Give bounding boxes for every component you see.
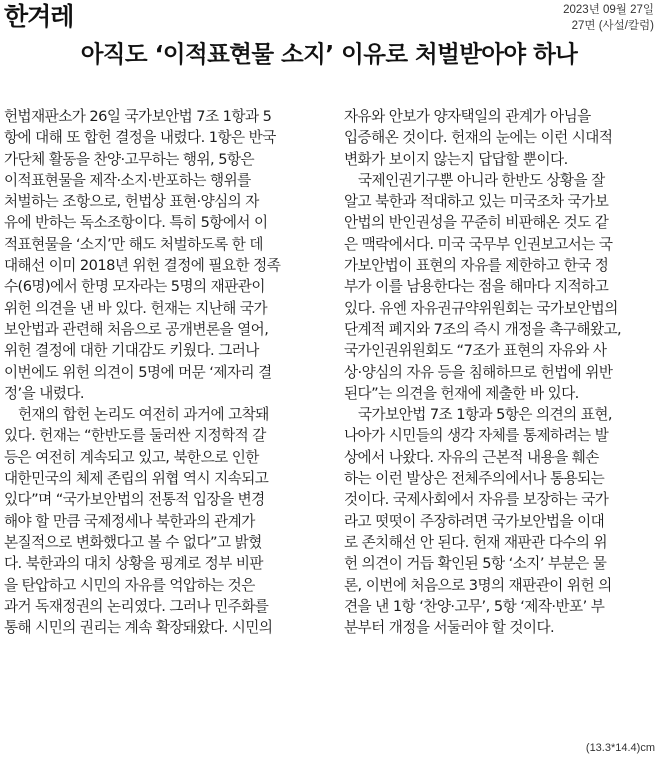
publication-date: 2023년 09월 27일 bbox=[563, 4, 654, 16]
text-line: 이번에도 위헌 의견이 5명에 머문 ‘제자리 결 bbox=[4, 363, 272, 381]
text-line: 상·양심의 자유 등을 침해하므로 헌법에 위반 bbox=[344, 363, 613, 381]
text-line: 있다. 유엔 자유권규약위원회는 국가보안법의 bbox=[344, 299, 618, 317]
text-line: 있다”며 “국가보안법의 전통적 입장을 변경 bbox=[4, 491, 265, 509]
text-line: 처벌하는 조항으로, 헌법상 표현·양심의 자 bbox=[4, 193, 259, 211]
paragraph-start-line: 국제인권기구뿐 아니라 한반도 상황을 잘 bbox=[358, 171, 605, 189]
text-line: 통해 시민의 권리는 계속 확장돼왔다. 시민의 bbox=[4, 619, 273, 637]
text-line: 을 탄압하고 시민의 자유를 억압하는 것은 bbox=[4, 576, 255, 594]
text-line: 다. 북한과의 대치 상황을 핑계로 정부 비판 bbox=[4, 555, 263, 573]
article-headline: 아직도 ‘이적표현물 소지’ 이유로 처벌받아야 하나 bbox=[80, 40, 578, 68]
text-line: 등은 여전히 계속되고 있고, 북한으로 인한 bbox=[4, 448, 259, 466]
text-line: 상에서 나왔다. 자유의 근본적 내용을 훼손 bbox=[344, 448, 599, 466]
text-line: 항에 대해 또 합헌 결정을 내렸다. 1항은 반국 bbox=[4, 129, 276, 147]
paragraph-start-line: 국가보안법 7조 1항과 5항은 의견의 표현, bbox=[358, 406, 612, 424]
text-line: 안법의 반인권성을 꾸준히 비판해온 것도 같 bbox=[344, 214, 609, 232]
text-line: 정’을 내렸다. bbox=[4, 384, 85, 402]
text-line: 위헌 결정에 대한 기대감도 키웠다. 그러나 bbox=[4, 342, 259, 360]
text-line: 단계적 폐지와 7조의 즉시 개정을 촉구해왔고, bbox=[344, 320, 622, 338]
text-line: 변화가 보이지 않는지 답답할 뿐이다. bbox=[344, 150, 568, 168]
text-line: 헌 의견이 거듭 확인된 5항 ‘소지’ 부분은 물 bbox=[344, 555, 607, 573]
text-line: 가단체 활동을 찬양·고무하는 행위, 5항은 bbox=[4, 150, 255, 168]
article-column-left bbox=[4, 106, 324, 638]
text-line: 부가 이를 남용한다는 점을 해마다 지적하고 bbox=[344, 278, 609, 296]
text-line: 있다. 헌재는 “한반도를 둘러싼 지정학적 갈 bbox=[4, 427, 266, 445]
text-line: 대해선 이미 2018년 위헌 결정에 필요한 정족 bbox=[4, 257, 281, 275]
publication-meta bbox=[563, 2, 654, 34]
text-line: 대한민국의 체제 존립의 위협 역시 지속되고 bbox=[4, 470, 269, 488]
newspaper-masthead: 한겨레 bbox=[4, 2, 74, 31]
text-line: 견을 낸 1항 ‘찬양·고무’, 5항 ‘제작·반포’ 부 bbox=[344, 597, 605, 615]
text-line: 분부터 개정을 서둘러야 할 것이다. bbox=[344, 619, 555, 637]
text-line: 은 맥락에서다. 미국 국무부 인권보고서는 국 bbox=[344, 235, 613, 253]
text-line: 이적표현물을 제작·소지·반포하는 행위를 bbox=[4, 171, 251, 189]
text-line: 로 존치해선 안 된다. 헌재 재판관 다수의 위 bbox=[344, 533, 608, 551]
text-line: 적표현물을 ‘소지’만 해도 처벌하도록 한 데 bbox=[4, 235, 263, 253]
text-line: 론, 이번에 처음으로 3명의 재판관이 위헌 의 bbox=[344, 576, 612, 594]
text-line: 입증해온 것이다. 헌재의 눈에는 이런 시대적 bbox=[344, 129, 613, 147]
text-line: 보안법과 관련해 처음으로 공개변론을 열어, bbox=[4, 320, 269, 338]
text-line: 국가인권위원회도 “7조가 표현의 자유와 사 bbox=[344, 342, 607, 360]
text-line: 가보안법이 표현의 자유를 제한하고 한국 정 bbox=[344, 257, 609, 275]
clipping-size-note: (13.3*14.4)cm bbox=[585, 742, 655, 754]
text-line: 알고 북한과 적대하고 있는 미국조차 국가보 bbox=[344, 193, 609, 211]
paragraph-start-line: 헌재의 합헌 논리도 여전히 과거에 고착돼 bbox=[18, 406, 269, 424]
text-line: 자유와 안보가 양자택일의 관계가 아님을 bbox=[344, 108, 591, 125]
text-line: 하는 이런 발상은 전체주의에서나 통용되는 bbox=[344, 470, 605, 488]
text-line: 위헌 의견을 낸 바 있다. 헌재는 지난해 국가 bbox=[4, 299, 268, 317]
text-line: 나아가 시민들의 생각 자체를 통제하려는 발 bbox=[344, 427, 609, 445]
article-column-right bbox=[344, 106, 656, 638]
text-line: 헌법재판소가 26일 국가보안법 7조 1항과 5 bbox=[4, 108, 272, 125]
text-line: 해야 할 만큼 국제정세나 북한과의 관계가 bbox=[4, 512, 255, 530]
text-line: 것이다. 국제사회에서 자유를 보장하는 국가 bbox=[344, 491, 609, 509]
text-line: 본질적으로 변화했다고 볼 수 없다”고 밝혔 bbox=[4, 533, 262, 551]
text-line: 라고 떳떳이 주장하려면 국가보안법을 이대 bbox=[344, 512, 605, 530]
text-line: 과거 독재정권의 논리였다. 그러나 민주화를 bbox=[4, 597, 269, 615]
text-line: 된다”는 의견을 헌재에 제출한 바 있다. bbox=[344, 384, 579, 402]
page-section: 27면 (사설/칼럼) bbox=[571, 20, 654, 32]
text-line: 유에 반하는 독소조항이다. 특히 5항에서 이 bbox=[4, 214, 268, 232]
text-line: 수(6명)에서 한명 모자라는 5명의 재판관이 bbox=[4, 278, 265, 296]
